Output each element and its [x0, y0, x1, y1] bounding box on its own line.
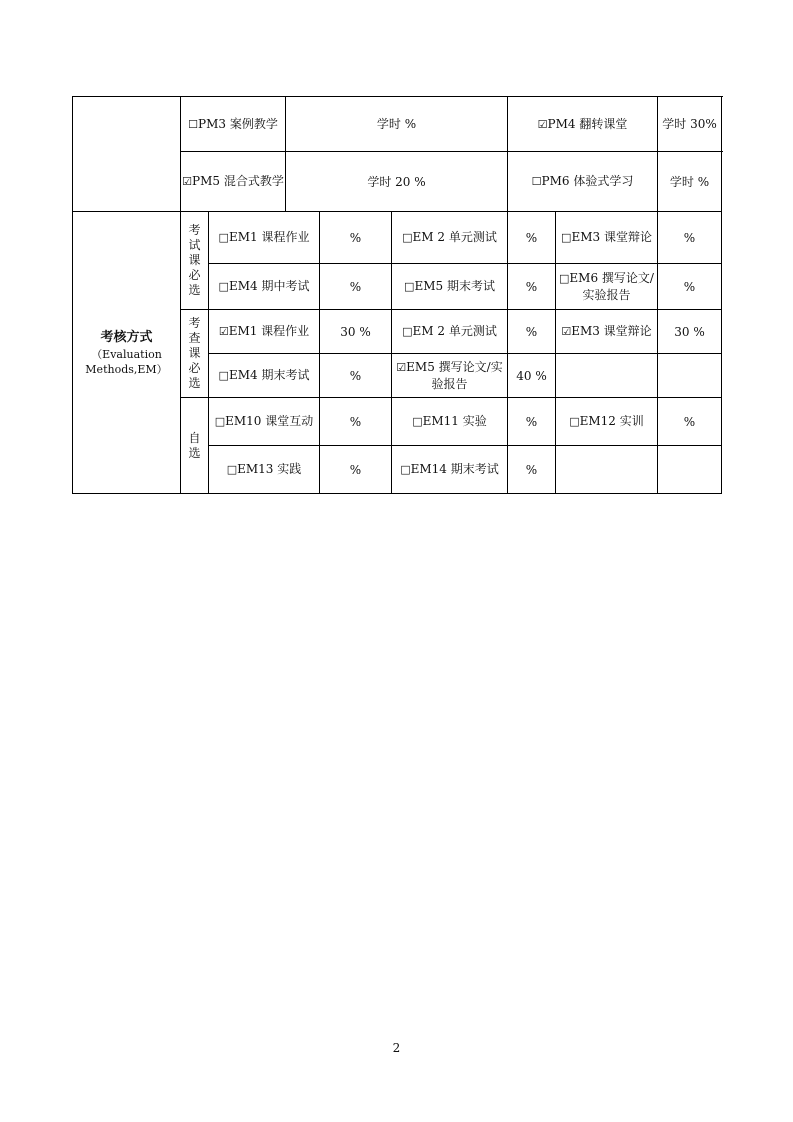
checkbox-checked-icon[interactable]: ☑: [561, 325, 572, 338]
em-method-cell[interactable]: □EM13 实践: [209, 446, 320, 494]
em-method-cell[interactable]: □EM3 课堂辩论: [556, 212, 658, 264]
em-group-label: 考查课必选: [181, 310, 209, 398]
em-category-cell: [73, 212, 181, 494]
checkbox-icon[interactable]: □: [569, 415, 580, 428]
em-percent-cell: 40 %: [508, 354, 556, 398]
em-row: [73, 212, 722, 264]
page-number: 2: [392, 1041, 401, 1055]
em-method-cell[interactable]: ☑EM5 撰写论文/实验报告: [392, 354, 508, 398]
checkbox-icon[interactable]: □: [559, 272, 570, 285]
checkbox-icon[interactable]: ☐: [531, 175, 542, 188]
em-method-cell[interactable]: □EM5 期末考试: [392, 264, 508, 310]
em-percent-cell: %: [508, 264, 556, 310]
checkbox-checked-icon[interactable]: ☑: [396, 361, 407, 374]
checkbox-icon[interactable]: □: [226, 463, 238, 476]
checkbox-checked-icon[interactable]: ☑: [182, 175, 193, 188]
em-title: 考核方式: [100, 329, 153, 345]
pm-method-label: PM6 体验式学习: [541, 174, 634, 188]
em-method-cell[interactable]: □EM4 期中考试: [209, 264, 320, 310]
em-method-cell[interactable]: □EM 2 单元测试: [392, 212, 508, 264]
checkbox-checked-icon[interactable]: ☑: [218, 325, 229, 338]
em-percent-cell: %: [320, 398, 392, 446]
em-percent-cell: %: [508, 398, 556, 446]
em-method-cell[interactable]: □EM4 期末考试: [209, 354, 320, 398]
em-percent-cell: %: [508, 310, 556, 354]
checkbox-icon[interactable]: □: [561, 231, 572, 244]
em-method-cell[interactable]: □EM1 课程作业: [209, 212, 320, 264]
em-method-cell[interactable]: □EM12 实训: [556, 398, 658, 446]
em-group-label: 自选: [181, 398, 209, 494]
checkbox-icon[interactable]: □: [412, 415, 423, 428]
checkbox-icon[interactable]: □: [402, 231, 413, 244]
teaching-evaluation-table: [72, 96, 722, 494]
checkbox-icon[interactable]: □: [404, 280, 415, 293]
pm-hours-cell: 学时 20 %: [286, 152, 508, 212]
em-empty-cell: [556, 354, 658, 398]
em-percent-cell: %: [320, 446, 392, 494]
em-empty-cell: [658, 446, 722, 494]
em-method-cell[interactable]: ☑EM1 课程作业: [209, 310, 320, 354]
pm-category-cell: [73, 97, 181, 212]
em-method-cell[interactable]: □EM14 期末考试: [392, 446, 508, 494]
pm-method-label: PM5 混合式教学: [192, 174, 284, 188]
em-percent-cell: %: [658, 264, 722, 310]
em-empty-cell: [658, 354, 722, 398]
em-method-cell[interactable]: □EM11 实验: [392, 398, 508, 446]
pm-method-label: PM3 案例教学: [198, 116, 278, 131]
em-percent-cell: %: [320, 354, 392, 398]
em-percent-cell: %: [658, 398, 722, 446]
pm-method-cell[interactable]: [181, 152, 286, 212]
pm-method-cell[interactable]: [508, 97, 658, 152]
em-percent-cell: %: [658, 212, 722, 264]
pm-method-label: PM4 翻转课堂: [547, 116, 628, 131]
checkbox-icon[interactable]: □: [218, 231, 229, 244]
em-method-cell[interactable]: □EM6 撰写论文/实验报告: [556, 264, 658, 310]
em-group-label: 考试课必选: [181, 212, 209, 310]
checkbox-icon[interactable]: □: [402, 325, 413, 338]
em-method-cell[interactable]: □EM 2 单元测试: [392, 310, 508, 354]
checkbox-checked-icon[interactable]: ☑: [537, 117, 548, 131]
em-percent-cell: %: [320, 212, 392, 264]
pm-row: [73, 97, 722, 152]
checkbox-icon[interactable]: □: [218, 369, 229, 382]
pm-method-cell[interactable]: [508, 152, 658, 212]
pm-hours-cell: 学时 %: [658, 152, 722, 212]
checkbox-icon[interactable]: ☐: [188, 117, 199, 131]
checkbox-icon[interactable]: □: [214, 415, 226, 428]
em-percent-cell: %: [508, 446, 556, 494]
em-method-cell[interactable]: ☑EM3 课堂辩论: [556, 310, 658, 354]
pm-hours-cell: 学时 %: [286, 97, 508, 152]
checkbox-icon[interactable]: □: [400, 463, 411, 476]
em-subtitle: （Evaluation Methods,EM）: [85, 347, 168, 376]
em-percent-cell: %: [508, 212, 556, 264]
checkbox-icon[interactable]: □: [218, 280, 229, 293]
pm-hours-cell: 学时 30%: [658, 97, 722, 152]
em-empty-cell: [556, 446, 658, 494]
pm-method-cell[interactable]: [181, 97, 286, 152]
em-percent-cell: %: [320, 264, 392, 310]
em-percent-cell: 30 %: [320, 310, 392, 354]
em-method-cell[interactable]: □EM10 课堂互动: [209, 398, 320, 446]
em-percent-cell: 30 %: [658, 310, 722, 354]
